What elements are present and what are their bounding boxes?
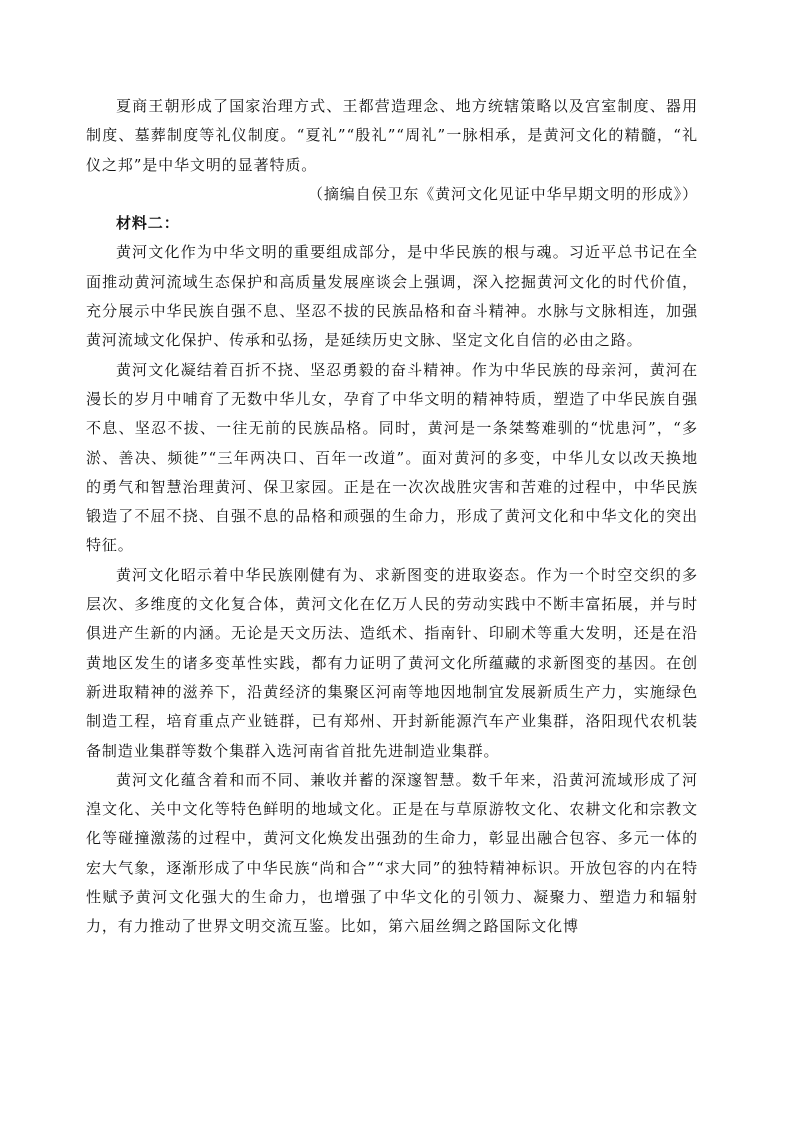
paragraph-struggle-spirit: 黄河文化凝结着百折不挠、坚忍勇毅的奋斗精神。作为中华民族的母亲河，黄河在漫长的岁月中哺育了无数中华儿女，孕育了中华文明的精神特质，塑造了中华民族自强不息、坚忍不拔、一往无前的民族品格。同时，黄河是一条桀骜难驯的“忧患河”，“多淤、善决、频徙”“三年两决口、百年一改道”。面对黄河的多变，中华儿女以改天换地的勇气和智慧治理黄河、保卫家园。正是在一次次战胜灾害和苦难的过程中，中华民族锻造了不屈不挠、自强不息的品格和顽强的生命力，形成了黄河文化和中华文化的突出特征。: [86, 360, 698, 555]
paragraph-root-and-soul: 黄河文化作为中华文明的重要组成部分，是中华民族的根与魂。习近平总书记在全面推动黄河流域生态保护和高质量发展座谈会上强调，深入挖掘黄河文化的时代价值，充分展示中华民族自强不息、坚忍不拔的民族品格和奋斗精神。水脉与文脉相连，加强黄河流域文化保护、传承和弘扬，是延续历史文脉、坚定文化自信的必由之路。: [86, 243, 698, 350]
paragraph-harmony-inclusiveness: 黄河文化蕴含着和而不同、兼收并蓄的深邃智慧。数千年来，沿黄河流域形成了河湟文化、关中文化等特色鲜明的地域文化。正是在与草原游牧文化、农耕文化和宗教文化等碰撞激荡的过程中，黄河文化焕发出强劲的生命力，彰显出融合包容、多元一体的宏大气象，逐渐形成了中华民族“尚和合”“求大同”的独特精神标识。开放包容的内在特性赋予黄河文化强大的生命力，也增强了中华文化的引领力、凝聚力、塑造力和辐射力，有力推动了世界文明交流互鉴。比如，第六届丝绸之路国际文化博: [86, 770, 698, 936]
source-citation: （摘编自侯卫东《黄河文化见证中华早期文明的形成》）: [307, 184, 698, 203]
material-two-heading: 材料二：: [116, 214, 180, 233]
document-body: [86, 92, 698, 942]
paragraph-xia-shang-rites: 夏商王朝形成了国家治理方式、王都营造理念、地方统辖策略以及宫室制度、器用制度、墓葬制度等礼仪制度。“夏礼”“殷礼”“周礼”一脉相承，是黄河文化的精髓，“礼仪之邦”是中华文明的显著特质。: [86, 97, 698, 174]
paragraph-innovation: 黄河文化昭示着中华民族刚健有为、求新图变的进取姿态。作为一个时空交织的多层次、多维度的文化复合体，黄河文化在亿万人民的劳动实践中不断丰富拓展，并与时俱进产生新的内涵。无论是天文历法、造纸术、指南针、印刷术等重大发明，还是在沿黄地区发生的诸多变革性实践，都有力证明了黄河文化所蕴藏的求新图变的基因。在创新进取精神的滋养下，沿黄经济的集聚区河南等地因地制宜发展新质生产力，实施绿色制造工程，培育重点产业链群，已有郑州、开封新能源汽车产业集群，洛阳现代农机装备制造业集群等数个集群入选河南省首批先进制造业集群。: [86, 565, 698, 760]
